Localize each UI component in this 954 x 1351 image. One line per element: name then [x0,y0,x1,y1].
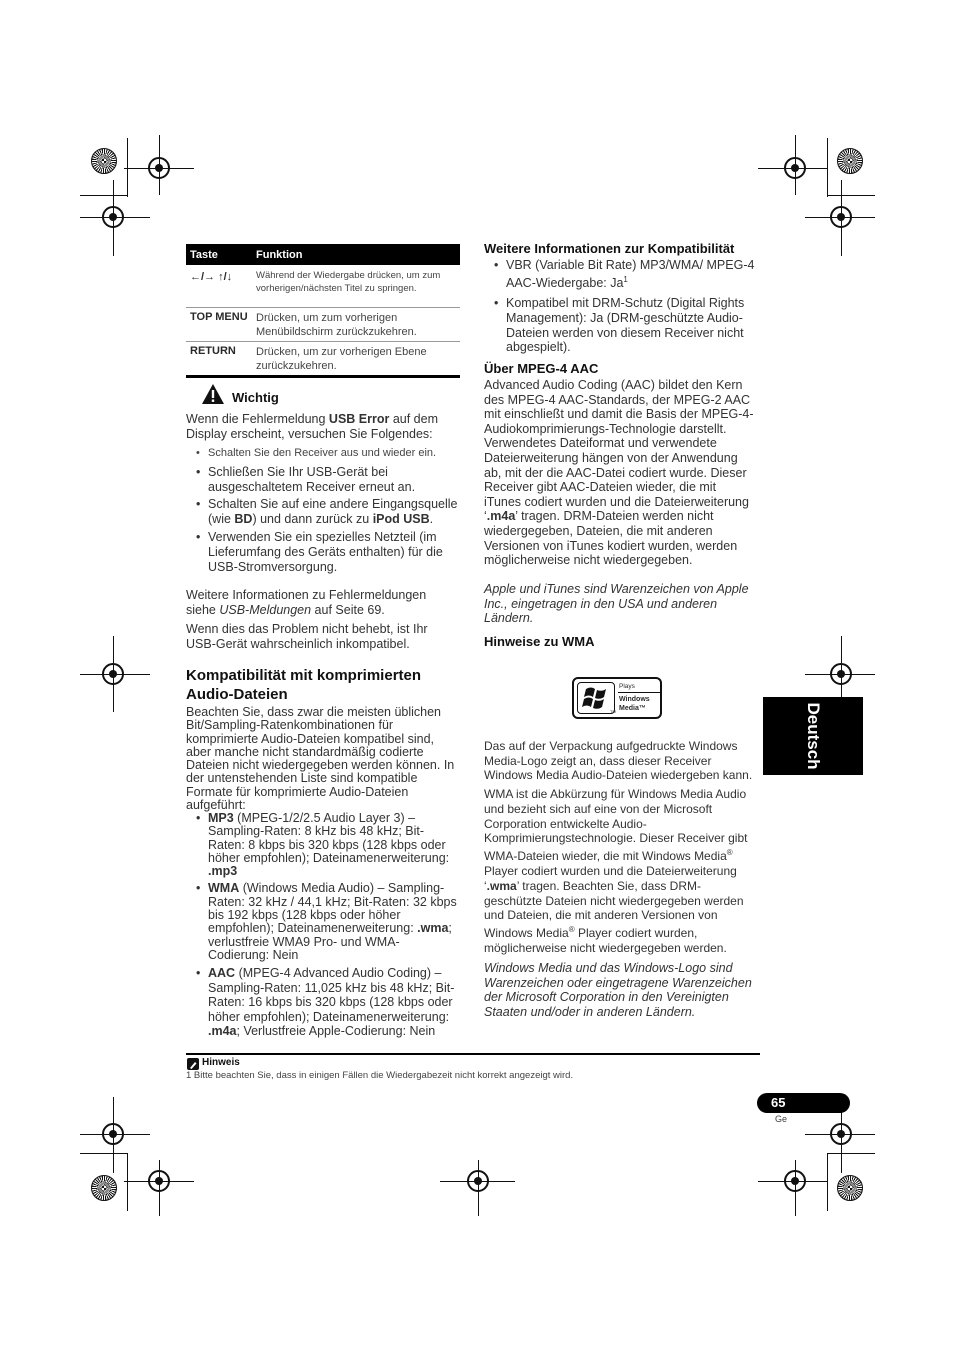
table-cell: TOP MENU [190,311,248,323]
page-number-badge [757,1093,850,1113]
compat-heading: Kompatibilität mit komprimierten Audio-Dateien [186,667,422,703]
list-item: • VBR (Variable Bit Rate) MP3/WMA/ MPEG-4 AAC-Wiedergabe: Ja$^1$ [484,258,758,290]
important-more: Weitere Informationen zu Fehlermeldungen siehe USB-Meldungen auf Seite 69. [186,588,427,617]
list-item: • MP3 (MPEG-1/2/2.5 Audio Layer 3) – Sampling-Raten: 8 kHz bis 48 kHz; Bit-Raten: 8 kbps bis 320 kbps (128 kbps oder höher empfohlen); Dateinamenerweiterung: .mp3 [186,812,460,878]
list-item: • Schalten Sie den Receiver aus und wieder ein. [186,446,460,460]
format-list [186,812,460,1039]
important-list [186,446,460,574]
important-last: Wenn dies das Problem nicht behebt, ist Ihr USB-Gerät wahrscheinlich inkompatibel. [186,622,428,651]
wma-trademark: Windows Media und das Windows-Logo sind Warenzeichen oder eingetragene Warenzeichen der Microsoft Corporation in den Vereinigten Staaten und/oder in anderen Ländern. [484,961,752,1019]
footnote-text: 1 Bitte beachten Sie, dass in einigen Fällen die Wiedergabezeit nicht korrekt angezeigt wird. [186,1070,574,1081]
button-function-table [186,244,460,378]
starburst-icon [91,148,117,174]
logo-windows: Windows [619,696,650,703]
more-compat-heading: Weitere Informationen zur Kompatibilität [484,241,735,256]
table-cell: Drücken, um zum vorherigen Menübildschirm zurückzukehren. [256,312,417,338]
list-item: • WMA (Windows Media Audio) – Sampling-Raten: 32 kHz / 44,1 kHz; Bit-Raten: 32 kbps bis 192 kbps (128 kbps oder höher empfohlen); Dateinamenerweiterung: .wma; verlustfreie WMA9 Pro- und WMA-Codierung: Nein [186,882,460,962]
list-item: • Kompatibel mit DRM-Schutz (Digital Rights Management): Ja (DRM-geschützte Audio-Dateien werden von diesem Receiver nicht abgespielt). [484,296,758,354]
aac-paragraph: Advanced Audio Coding (AAC) bildet den Kern des MPEG-4 AAC-Standards, der MPEG-2 AAC mit einschließt und damit die Basis der MPEG-4-Audiokomprimierungs-Technologie darstellt. Verwendetes Dateiformat und verwendete Dateierweiterung hängen von der Anwendung ab, mit der die AAC-Datei codiert wurde. Dieser Receiver gibt AAC-Dateien wieder, die mit iTunes codiert wurden und die Dateierweiterung ‘.m4a’ tragen. DRM-Dateien werden nicht wiedergegeben, Dateien, die mit anderen Versionen von iTunes kodiert wurden, werden möglicherweise nicht wiedergegeben. [484,378,754,568]
note-icon [187,1058,199,1070]
list-item: • AAC (MPEG-4 Advanced Audio Coding) – Sampling-Raten: 11,025 kHz bis 48 kHz; Bit-Raten: 16 kbps bis 320 kbps (128 kbps oder höher empfohlen); Dateinamenerweiterung: .m4a; Verlustfreie Apple-Codierung: Nein [186,966,460,1039]
language-side-tab: Deutsch [763,697,863,775]
logo-media: Media™ [619,705,646,712]
logo-plays: Plays [619,683,635,690]
important-intro: Wenn die Fehlermeldung USB Error auf dem Display erscheint, versuchen Sie Folgendes: [186,412,438,441]
table-row [186,308,460,342]
table-cell: Drücken, um zur vorherigen Ebene zurückzukehren. [256,346,427,372]
table-row [186,342,460,375]
table-header-cell: Taste [190,248,218,261]
warning-icon [201,383,225,410]
list-item: • Schalten Sie auf eine andere Eingangsquelle (wie BD) und dann zurück zu iPod USB. [186,497,460,526]
list-item: • Verwenden Sie ein spezielles Netzteil (im Lieferumfang des Geräts enthalten) für die USB-Stromversorgung. [186,530,460,574]
aac-heading: Über MPEG-4 AAC [484,361,599,376]
starburst-icon [837,148,863,174]
table-header [186,244,460,265]
page-language-code: Ge [775,1114,788,1124]
list-item: • Schließen Sie Ihr USB-Gerät bei ausgeschaltetem Receiver erneut an. [186,465,460,494]
starburst-icon [91,1175,117,1201]
table-cell: Während der Wiedergabe drücken, um zum vorherigen/nächsten Titel zu springen. [256,270,441,294]
compat-intro: Beachten Sie, dass zwar die meisten üblichen Bit/Sampling-Ratenkombinationen für komprimierte Audio-Dateien kompatibel sind, aber manche nicht standardmäßig codierte Dateien nicht wiedergegeben werden können. In der untenstehenden Liste sind kompatible Formate für komprimierte Audio-Dateien aufgeführt: [186,705,455,813]
wma-paragraph-1: Das auf der Verpackung aufgedruckte Windows Media-Logo zeigt an, dass dieser Receiver Windows Media Audio-Dateien wiedergeben kann. [484,739,753,783]
table-header-cell: Funktion [256,248,303,261]
wma-paragraph-2: WMA ist die Abkürzung für Windows Media Audio und bezieht sich auf eine von der Microsoft Corporation entwickelte Audio-Komprimierungstechnologie. Dieser Receiver gibt WMA-Dateien wieder, die mit Windows Media® Player codiert wurden und die Dateierweiterung ‘.wma’ tragen. Beachten Sie, dass DRM-geschützte Dateien nicht wiedergegeben werden und Dateien, die mit anderen Versionen von Windows Media® Player codiert wurden, möglicherweise nicht wiedergegeben werden. [484,787,748,955]
important-title: Wichtig [232,390,279,405]
more-compat-list [484,258,758,355]
windows-media-logo: TM Plays Windows Media™ [572,677,662,719]
starburst-icon [837,1175,863,1201]
arrow-keys-icon: ←/→ ↑/↓ [190,271,233,283]
divider [186,1053,760,1055]
wma-heading: Hinweise zu WMA [484,634,595,649]
table-row [186,265,460,308]
page-number: 65 [771,1095,786,1110]
aac-trademark: Apple und iTunes sind Warenzeichen von Apple Inc., eingetragen in den USA und anderen Ländern. [484,582,749,626]
table-cell: RETURN [190,345,236,357]
note-title: Hinweis [202,1057,240,1068]
